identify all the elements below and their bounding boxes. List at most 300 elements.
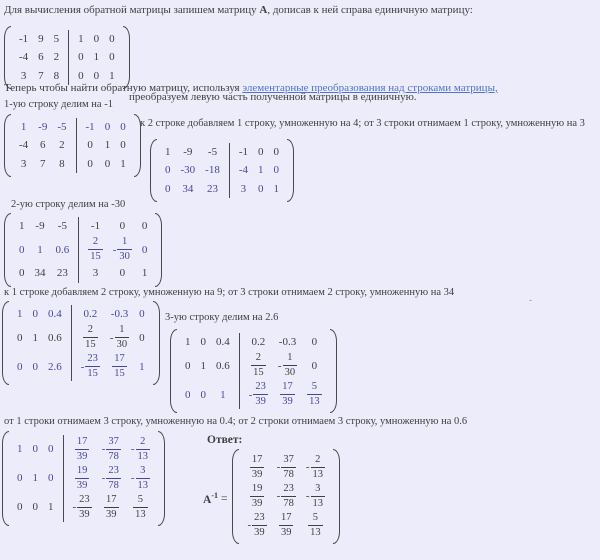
matrix-grid	[11, 26, 123, 89]
step-5-description: 3-ую строку делим на 2.6	[165, 312, 279, 323]
matrix-cell: 2.6	[48, 360, 62, 373]
fraction	[250, 484, 265, 509]
matrix-cell: 0	[93, 69, 100, 82]
matrix-cell	[78, 323, 103, 352]
matrix-cell: 8	[59, 157, 65, 170]
matrix-cell: 0	[87, 157, 93, 170]
fraction-numerator: 17	[282, 381, 293, 393]
fraction-numerator: 23	[255, 381, 266, 393]
matrix-cell: 7	[40, 157, 46, 170]
fraction-numerator: 23	[283, 483, 294, 494]
fraction-numerator: 2	[87, 324, 93, 336]
fraction	[88, 237, 103, 262]
fraction-numerator: 5	[137, 494, 144, 505]
paren-left	[4, 26, 11, 89]
matrix-cell: 0	[32, 308, 38, 320]
fraction-denominator: 30	[284, 366, 296, 378]
matrix-cell	[126, 435, 155, 464]
minus-sign: -	[305, 461, 310, 474]
fraction-denominator: 39	[282, 395, 293, 407]
paren-left	[2, 431, 9, 526]
matrix-cell	[301, 453, 330, 482]
augmented-matrix-step5	[170, 329, 337, 416]
fraction	[75, 437, 90, 462]
minus-sign: -	[247, 519, 252, 532]
matrix-cell: 34	[34, 267, 46, 280]
fraction	[253, 382, 268, 407]
paren-left	[150, 139, 157, 202]
matrix-cell: -1	[85, 121, 95, 133]
matrix	[170, 329, 337, 413]
paren-left	[4, 114, 11, 177]
fraction-denominator: 30	[119, 250, 130, 262]
matrix-cell: 0	[104, 157, 111, 170]
matrix-cell	[245, 482, 270, 511]
matrix-cell: 7	[38, 69, 44, 82]
matrix-cell: 1	[104, 139, 111, 152]
matrix-cell: 0	[141, 243, 148, 256]
matrix-cell	[301, 482, 330, 511]
matrix-cell: 0.2	[251, 336, 266, 348]
augmented-divider	[239, 380, 240, 409]
matrix-cell: 0	[93, 33, 100, 45]
equals-sign: =	[220, 493, 228, 506]
fraction-denominator: 13	[309, 395, 320, 407]
fraction-numerator: 17	[280, 512, 292, 523]
fraction-numerator: 17	[106, 494, 117, 505]
fraction-numerator: 23	[108, 465, 119, 476]
augmented-divider	[76, 118, 77, 136]
intro-text-after: , дописав к ней справа единичную матрицу:	[267, 4, 473, 16]
fraction	[136, 437, 151, 462]
fraction-denominator: 13	[137, 450, 149, 462]
matrix-cell: 1	[48, 501, 54, 514]
fraction	[281, 455, 296, 480]
answer-expression	[203, 449, 340, 547]
matrix	[4, 114, 141, 177]
matrix-cell: 0	[120, 121, 126, 133]
matrix-cell: 1	[32, 472, 38, 485]
matrix-cell: 1	[93, 51, 100, 64]
matrix-cell: 1	[258, 164, 264, 177]
fraction-numerator: 5	[311, 381, 317, 393]
matrix-cell	[244, 380, 273, 409]
augmented-divider	[68, 30, 69, 48]
matrix-symbol-a: A	[259, 4, 268, 16]
matrix-cell: 1	[20, 121, 27, 133]
matrix-cell: -0.3	[110, 308, 129, 320]
stray-dash-artifact: -	[529, 295, 532, 305]
fraction	[311, 484, 326, 509]
augmented-divider	[239, 351, 240, 380]
paren-left	[4, 213, 11, 287]
matrix-cell: -18	[205, 164, 220, 177]
fraction-numerator: 1	[287, 352, 293, 364]
fraction-numerator: 23	[79, 494, 90, 505]
fraction-denominator: 15	[85, 338, 96, 350]
answer-label	[207, 434, 242, 447]
matrix-cell: 0	[109, 51, 115, 64]
matrix-cell: 8	[53, 69, 60, 82]
fraction	[283, 353, 298, 378]
note-text: Теперь чтобы найти обратную матрицу, используя	[4, 82, 243, 94]
matrix-cell: 0	[311, 336, 318, 348]
augmented-matrix-step2	[150, 139, 294, 205]
minus-sign: -	[277, 359, 282, 372]
fraction	[133, 495, 148, 520]
answer-label-text: Ответ:	[207, 434, 243, 446]
minus-sign: -	[101, 472, 106, 485]
matrix-cell	[99, 493, 124, 522]
augmented-matrix-step4	[2, 301, 160, 388]
paren-left	[2, 301, 9, 385]
matrix-cell	[70, 435, 95, 464]
inverse-exponent: -1	[211, 490, 218, 500]
method-note-line2: преобразуем левую часть полученной матрицы в единичную.	[129, 91, 417, 103]
minus-sign: -	[72, 501, 77, 514]
matrix-cell	[105, 323, 134, 352]
fraction-numerator: 1	[122, 236, 128, 248]
fraction	[308, 513, 323, 538]
fraction	[117, 237, 132, 262]
fraction-denominator: 78	[283, 497, 294, 509]
fraction-denominator: 39	[79, 508, 90, 520]
minus-sign: -	[130, 472, 135, 485]
fraction	[252, 513, 267, 538]
minus-sign: -	[109, 331, 114, 344]
augmented-divider	[229, 180, 230, 198]
matrix-cell	[242, 511, 271, 540]
matrix-cell: 3	[92, 267, 99, 280]
matrix-cell: 0	[311, 359, 318, 372]
matrix-cell: 1	[78, 33, 84, 45]
matrix-cell: 0	[185, 359, 191, 372]
fraction-numerator: 3	[140, 465, 146, 476]
augmented-divider	[63, 493, 64, 522]
fraction	[112, 354, 127, 379]
matrix-cell	[246, 351, 271, 380]
matrix-cell	[108, 235, 137, 264]
paren-left	[232, 449, 239, 544]
fraction-numerator: 2	[315, 454, 321, 465]
matrix-cell	[245, 453, 270, 482]
fraction-denominator: 39	[76, 450, 88, 462]
augmented-divider	[68, 48, 69, 66]
fraction	[251, 353, 266, 378]
matrix	[4, 213, 162, 287]
fraction	[77, 495, 92, 520]
fraction-numerator: 23	[254, 512, 265, 523]
paren-right	[287, 139, 294, 202]
fraction-denominator: 39	[251, 468, 263, 480]
matrix-cell	[107, 352, 132, 381]
matrix-cell: 23	[207, 182, 218, 195]
fraction-numerator: 5	[312, 512, 319, 523]
matrix-cell: -5	[57, 220, 67, 232]
augmented-divider	[76, 155, 77, 173]
matrix-cell	[68, 493, 97, 522]
matrix-cell: -4	[19, 139, 29, 152]
matrix	[2, 301, 160, 385]
matrix-cell: 0	[17, 331, 23, 344]
fraction-numerator: 19	[251, 483, 263, 494]
matrix-cell: 0	[32, 501, 38, 514]
matrix-cell: 3	[240, 182, 247, 195]
matrix-cell	[273, 351, 302, 380]
matrix-cell	[83, 235, 108, 264]
matrix-cell: 34	[182, 182, 194, 195]
matrix-cell: 6	[38, 51, 44, 64]
matrix-grid	[9, 301, 153, 385]
matrix-cell: 0	[48, 472, 54, 485]
fraction-numerator: 17	[114, 353, 125, 365]
matrix-cell: 1	[19, 220, 25, 232]
fraction	[106, 466, 121, 491]
matrix-cell: 0	[120, 139, 126, 152]
matrix-cell	[97, 464, 126, 493]
matrix-cell	[275, 380, 300, 409]
matrix-cell: 1	[120, 157, 126, 170]
matrix-cell: 1	[165, 146, 171, 158]
matrix-cell: 0	[273, 146, 280, 158]
fraction-denominator: 15	[87, 367, 98, 379]
answer-matrix-symbol: A	[203, 493, 212, 506]
matrix-cell: -4	[238, 164, 249, 177]
fraction-denominator: 39	[106, 508, 117, 520]
matrix-cell: 0.4	[48, 308, 62, 320]
matrix-cell: 0	[119, 220, 126, 232]
matrix-cell: 0	[109, 33, 115, 45]
row-operations-link[interactable]: элементарные преобразования над строками матрицы,	[242, 82, 498, 94]
fraction	[104, 495, 119, 520]
inverse-matrix-result	[232, 449, 340, 547]
paren-right	[153, 301, 160, 385]
answer-lhs	[203, 491, 227, 506]
matrix-cell: 0	[258, 182, 264, 195]
matrix-cell: -1	[238, 146, 249, 158]
fraction-denominator: 78	[108, 479, 119, 491]
matrix-cell: -5	[207, 146, 218, 158]
step-3-description: 2-ую строку делим на -30	[11, 199, 126, 210]
matrix-cell: -0.3	[278, 336, 297, 348]
fraction-denominator: 13	[312, 468, 323, 480]
fraction-denominator: 39	[251, 497, 263, 509]
matrix	[150, 139, 294, 202]
minus-sign: -	[101, 443, 106, 456]
matrix-cell: 0	[119, 267, 126, 280]
matrix-cell: 3	[20, 69, 27, 82]
intro-paragraph	[4, 4, 473, 17]
fraction-denominator: 13	[137, 479, 149, 491]
minus-sign: -	[112, 243, 117, 256]
fraction-numerator: 3	[315, 483, 321, 494]
fraction-denominator: 39	[255, 395, 266, 407]
paren-left	[170, 329, 177, 413]
intro-text-before: Для вычисления обратной матрицы запишем матрицу	[4, 4, 260, 16]
matrix-cell: 0	[19, 267, 25, 280]
matrix-cell: -5	[57, 121, 67, 133]
matrix-cell: 1	[141, 267, 148, 280]
fraction-denominator: 39	[76, 479, 88, 491]
matrix-grid	[177, 329, 330, 413]
step-6-description: от 1 строки отнимаем 3 строку, умноженную на 0.4; от 2 строки отнимаем 3 строку, умноженную на 0.6	[4, 416, 468, 427]
matrix-cell: 1	[185, 336, 191, 348]
matrix-cell: -1	[90, 220, 101, 232]
matrix-cell: 5	[53, 33, 60, 45]
paren-right	[155, 213, 162, 287]
matrix-cell: 0	[17, 472, 23, 485]
matrix-cell: 0	[104, 121, 111, 133]
fraction-numerator: 2	[92, 236, 99, 248]
fraction-denominator: 13	[310, 526, 321, 538]
matrix-cell: 0.6	[216, 359, 230, 372]
fraction	[85, 354, 100, 379]
matrix-cell: 1	[17, 308, 23, 320]
fraction-denominator: 39	[254, 526, 265, 538]
matrix-cell: 0	[139, 308, 145, 320]
matrix-cell: 1	[32, 331, 38, 344]
matrix-cell: 0.2	[83, 308, 98, 320]
minus-sign: -	[276, 490, 281, 503]
fraction	[307, 382, 322, 407]
fraction-denominator: 78	[283, 468, 294, 480]
fraction-denominator: 15	[253, 366, 264, 378]
matrix-cell: 0	[141, 220, 148, 232]
matrix-cell: 1	[37, 243, 43, 256]
step-2-description: к 2 строке добавляем 1 строку, умноженную на 4; от 3 строки отнимаем 1 строку, умноженную на 3	[140, 118, 585, 129]
fraction-numerator: 17	[251, 454, 263, 465]
matrix-cell: -9	[38, 121, 48, 133]
minus-sign: -	[276, 461, 281, 474]
fraction	[83, 325, 98, 350]
matrix-cell: 0	[165, 164, 171, 177]
matrix-cell: 0	[32, 443, 38, 456]
augmented-matrix-final	[2, 431, 165, 529]
augmented-divider	[229, 161, 230, 179]
fraction-denominator: 39	[280, 526, 292, 538]
matrix-cell: 1	[273, 182, 280, 195]
fraction-denominator: 13	[312, 497, 323, 509]
matrix-cell: 0.6	[55, 243, 70, 256]
paren-right	[333, 449, 340, 544]
matrix-cell	[272, 453, 301, 482]
fraction-denominator: 13	[135, 508, 146, 520]
matrix-cell: 3	[20, 157, 27, 170]
matrix-cell	[97, 435, 126, 464]
augmented-divider	[76, 136, 77, 154]
matrix-cell: 0	[273, 164, 280, 177]
matrix-cell: 0	[19, 243, 25, 256]
fraction-denominator: 15	[90, 250, 101, 262]
augmented-divider	[71, 305, 72, 323]
matrix-cell: 0	[17, 360, 23, 373]
matrix-cell: 0	[258, 146, 264, 158]
fraction-denominator: 78	[108, 450, 119, 462]
matrix-cell	[126, 464, 155, 493]
matrix-cell: 23	[56, 267, 68, 280]
matrix-cell: -9	[35, 220, 45, 232]
matrix	[4, 26, 130, 89]
matrix-cell: 9	[38, 33, 44, 45]
fraction	[115, 325, 130, 350]
matrix-cell: -4	[19, 51, 29, 64]
minus-sign: -	[130, 443, 135, 456]
augmented-divider	[229, 143, 230, 161]
matrix	[2, 431, 165, 526]
fraction	[280, 382, 295, 407]
paren-right	[330, 329, 337, 413]
fraction	[281, 484, 296, 509]
fraction	[311, 455, 326, 480]
minus-sign: -	[80, 360, 85, 373]
matrix-cell: 0	[78, 69, 84, 82]
matrix-cell: 1	[220, 388, 226, 401]
matrix-cell: 1	[109, 69, 115, 82]
matrix-cell	[272, 482, 301, 511]
matrix-cell: 0	[78, 51, 84, 64]
fraction	[279, 513, 294, 538]
augmented-divider	[78, 264, 79, 282]
step-4-description: к 1 строке добавляем 2 строку, умноженную на 9; от 3 строки отнимаем 2 строку, умноженную на 34	[4, 287, 455, 298]
matrix-cell	[70, 464, 95, 493]
paren-right	[158, 431, 165, 526]
matrix-cell: 0	[200, 336, 206, 348]
matrix-cell: 0.4	[216, 336, 230, 348]
matrix-cell: -1	[19, 33, 29, 45]
matrix-cell: 1	[17, 443, 23, 456]
fraction-numerator: 19	[76, 465, 88, 476]
augmented-matrix-step1	[4, 114, 141, 180]
augmented-divider	[71, 352, 72, 381]
matrix-cell	[302, 380, 327, 409]
minus-sign: -	[248, 388, 253, 401]
matrix-cell: 0	[165, 182, 171, 195]
fraction	[75, 466, 90, 491]
matrix-cell: 2	[59, 139, 65, 152]
step-1-description: 1-ую строку делим на -1	[4, 99, 113, 110]
fraction	[250, 455, 265, 480]
augmented-divider	[71, 323, 72, 352]
matrix-cell: 2	[53, 51, 60, 64]
fraction-numerator: 2	[255, 352, 261, 364]
fraction	[136, 466, 151, 491]
matrix-cell: 0	[87, 139, 93, 152]
matrix-cell: 0.6	[48, 331, 62, 344]
paren-right	[123, 26, 130, 89]
fraction-denominator: 30	[116, 338, 128, 350]
matrix-cell	[303, 511, 328, 540]
matrix-cell: 1	[200, 359, 206, 372]
matrix-cell	[274, 511, 299, 540]
matrix-grid	[11, 114, 134, 177]
matrix-cell: 0	[48, 443, 54, 456]
matrix	[232, 449, 340, 544]
augmented-divider	[239, 333, 240, 351]
matrix-cell: 0	[139, 331, 145, 344]
augmented-divider	[63, 464, 64, 493]
fraction-numerator: 1	[119, 324, 125, 336]
matrix-grid	[239, 449, 333, 544]
matrix-cell: 1	[139, 360, 145, 373]
matrix-cell: 6	[40, 139, 46, 152]
augmented-divider	[78, 217, 79, 235]
matrix-cell: 0	[32, 360, 38, 373]
augmented-divider	[78, 235, 79, 264]
fraction-numerator: 2	[140, 436, 146, 447]
matrix-cell: 0	[17, 501, 23, 514]
minus-sign: -	[305, 490, 310, 503]
fraction-numerator: 23	[87, 353, 98, 365]
